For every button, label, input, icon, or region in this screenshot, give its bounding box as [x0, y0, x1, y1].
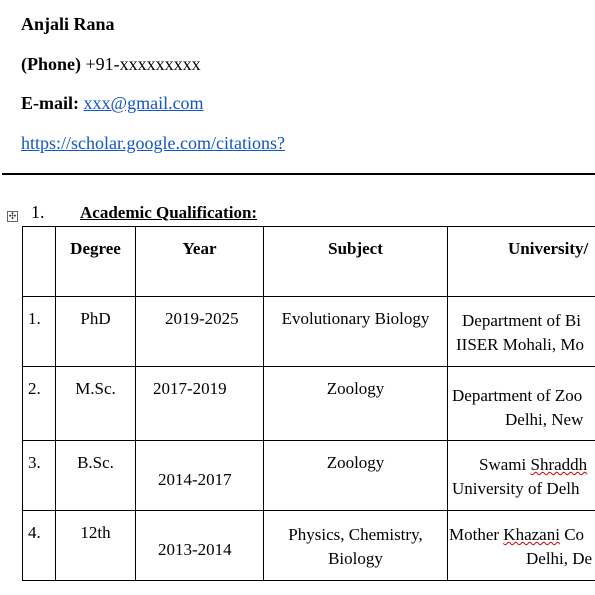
table-header-row [23, 227, 595, 297]
university-cell [448, 297, 595, 367]
scholar-line [21, 133, 285, 154]
row-number: 3. [23, 441, 56, 511]
university-line-2: IISER Mohali, Mo [456, 335, 584, 354]
subject-line-2: Biology [328, 549, 383, 568]
subject-cell: Evolutionary Biology [264, 297, 448, 367]
table-row [23, 441, 595, 511]
university-text: Swami [479, 455, 531, 474]
university-line-1 [449, 523, 595, 547]
degree-cell: PhD [56, 297, 136, 367]
header-cell-degree: Degree [56, 227, 136, 297]
subject-cell: Zoology [264, 441, 448, 511]
university-cell [448, 441, 595, 511]
university-text: Mother [449, 525, 504, 544]
university-line-2: University of Delh [452, 479, 580, 498]
university-cell [448, 367, 595, 441]
scholar-link[interactable]: https://scholar.google.com/citations? [21, 133, 285, 153]
degree-cell: B.Sc. [56, 441, 136, 511]
email-label: E-mail: [21, 93, 79, 113]
spelling-flag-word[interactable]: Shraddh [530, 455, 588, 474]
subject-line-1: Physics, Chemistry, [288, 525, 423, 544]
email-line [21, 93, 204, 114]
candidate-name: Anjali Rana [21, 14, 115, 34]
row-number: 1. [23, 297, 56, 367]
year-cell: 2019-2025 [136, 297, 264, 367]
email-link[interactable]: xxx@gmail.com [83, 93, 204, 113]
table-row [23, 511, 595, 581]
year-cell: 2013-2014 [136, 511, 264, 581]
university-line-1: Department of Bi [462, 311, 581, 330]
university-text: Co [559, 525, 585, 544]
year-cell: 2014-2017 [136, 441, 264, 511]
qualification-table [22, 226, 595, 581]
degree-cell: 12th [56, 511, 136, 581]
year-cell: 2017-2019 [136, 367, 264, 441]
row-number: 4. [23, 511, 56, 581]
section-heading [31, 202, 257, 223]
row-number: 2. [23, 367, 56, 441]
phone-value: +91-xxxxxxxxx [85, 54, 201, 74]
university-line-1 [452, 453, 595, 477]
phone-line [21, 54, 201, 75]
table-row [23, 297, 595, 367]
university-cell [448, 511, 595, 581]
spelling-flag-word[interactable]: Khazani [503, 525, 560, 544]
section-number: 1. [31, 202, 45, 222]
horizontal-rule [2, 173, 595, 175]
subject-cell [264, 511, 448, 581]
table-row [23, 367, 595, 441]
university-line-2: Delhi, De [526, 549, 593, 568]
university-line-1: Department of Zoo [452, 386, 583, 405]
phone-label: (Phone) [21, 54, 81, 74]
degree-cell: M.Sc. [56, 367, 136, 441]
header-cell-sn [23, 227, 56, 297]
subject-cell: Zoology [264, 367, 448, 441]
header-cell-subject: Subject [264, 227, 448, 297]
header-cell-university: University/ [448, 227, 595, 297]
section-title: Academic Qualification: [80, 203, 258, 222]
table-move-handle-icon[interactable]: ✣ [8, 212, 17, 222]
university-line-2: Delhi, New [505, 410, 584, 429]
header-cell-year: Year [136, 227, 264, 297]
